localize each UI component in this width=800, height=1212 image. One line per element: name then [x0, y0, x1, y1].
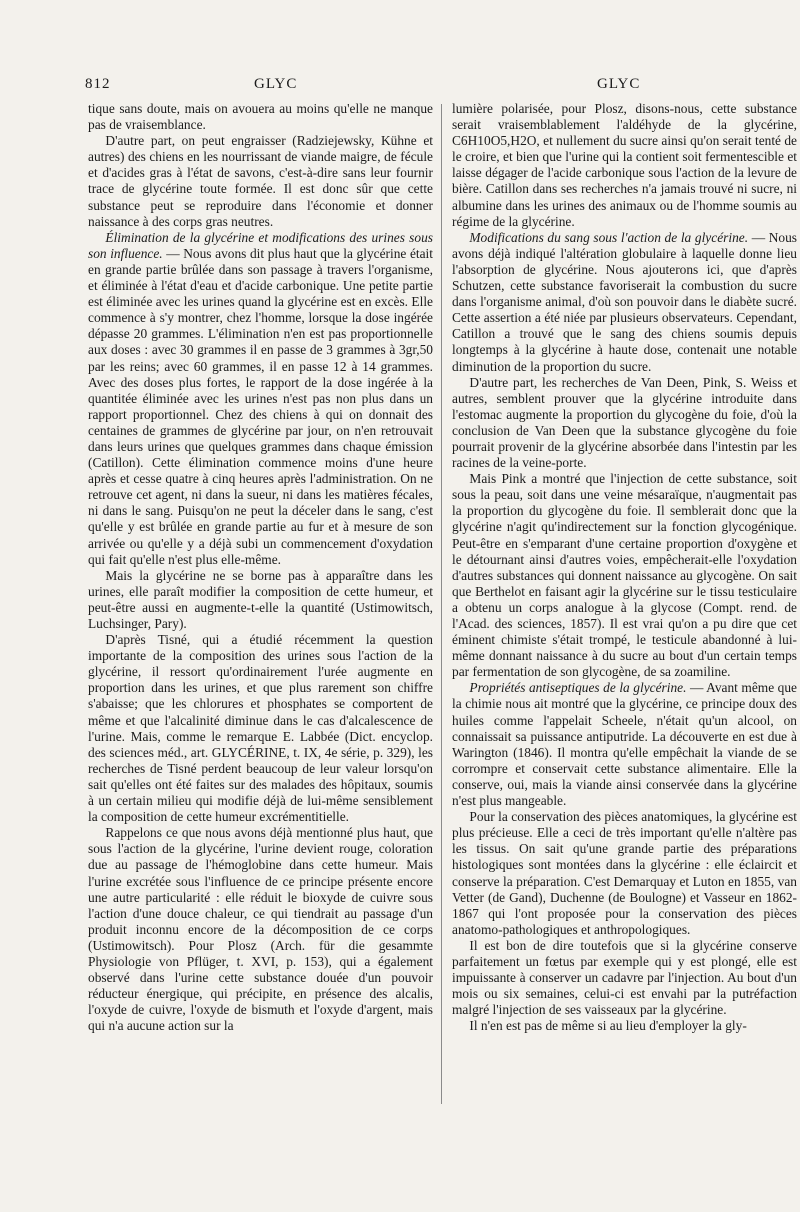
section-body: — Avant même que la chimie nous ait montré que la glycérine, ce principe doux des huiles comme l'appelait Scheele, n'était qu'un alcool, on connaissait sa puissance antiputride. La découverte en est due à Warington (1846). Il montra qu'elle empêchait la viande de se corrompre et conservait cette substance alimentaire. Elle la conserve, oui, mais la viande ainsi conservée dans la glycérine n'est plus mangeable. — [452, 680, 798, 809]
section-title: Propriétés antiseptiques de la glycérine. — [469, 680, 687, 696]
section-title: Modifications du sang sous l'action de la glycérine. — [469, 229, 749, 245]
right-column — [452, 101, 797, 1034]
section-paragraph — [88, 230, 433, 568]
section-paragraph — [452, 230, 797, 375]
running-head-right: GLYC — [597, 76, 641, 92]
paragraph: Il n'en est pas de même si au lieu d'employer la gly- — [469, 1018, 747, 1034]
running-head-left: GLYC — [254, 76, 298, 92]
left-column — [88, 101, 433, 1034]
paragraph: lumière polarisée, pour Plosz, disons-nous, cette substance serait vraisemblablement l'aldéhyde de la glycérine, C6H10O5,H2O, et nullement du sucre ainsi qu'on serait tenté de le croire, et bien que l'urine qui la contient soit fermentescible et laisse dégager de l'acide carbonique sous l'action de la levure de bière. Catillon dans ses recherches n'a jamais trouvé ni sucre, ni albumine dans les urines des animaux ou de l'homme soumis au régime de la glycérine. — [452, 101, 797, 229]
page-number: 812 — [85, 76, 111, 92]
paragraph: tique sans doute, mais on avouera au moins qu'elle ne manque pas de vraisemblance. — [88, 101, 433, 133]
paragraph: D'autre part, les recherches de Van Deen, Pink, S. Weiss et autres, semblent prouver que la glycérine introduite dans l'estomac augmente la proportion du glycogène du foie, d'où la conclusion de Van Deen que la substance glycogène du foie pourrait provenir de la glycérine absorbée dans l'intestin par les racines de la veine-porte. — [452, 374, 797, 471]
paragraph: Mais la glycérine ne se borne pas à apparaître dans les urines, elle paraît modifier la composition de cette humeur, et peut-être aussi en augmente-t-elle la quantité (Ustimowitsch, Luchsinger, Pary). — [88, 567, 433, 631]
section-body: — Nous avons dit plus haut que la glycérine était en grande partie brûlée dans son passage à travers l'organisme, et éliminée à l'état d'eau et d'acide carbonique. Une petite partie est éliminée avec les urines quand la glycérine est en excès. Elle commence à s'y montrer, chez l'homme, lorsque la dose ingérée dépasse 20 grammes. L'élimination n'en est pas proportionnelle aux doses : avec 30 grammes il en passe de 3 grammes à 3gr,50 par les reins; avec 60 grammes, il en passe 12 à 14 grammes. Avec des doses plus fortes, le rapport de la dose ingérée à la quantitée éliminée avec les urines n'est pas non plus dans un rapport proportionnel. Chez des chiens à qui on donnait des centaines de grammes de glycérine par jour, on n'en retrouvait dans leurs urines que quelques grammes dans chaque émission (Catillon). Cette élimination commence moins d'une heure après et cesse quatre à cinq heures après l'administration. On ne retrouve cet agent, ni dans la sueur, ni dans les matières fécales, ni dans le sang. Puisqu'on ne peut la déceler dans le sang, c'est qu'elle y est brûlée en grande partie au fur et à mesure de son arrivée ou qu'elle y a déjà subi un commencement d'oxydation qui fait qu'elle n'est plus elle-même. — [88, 245, 433, 567]
column-divider — [441, 104, 442, 1104]
paragraph: D'après Tisné, qui a étudié récemment la question importante de la composition des urines sous l'action de la glycérine, il ressort qu'ordinairement l'urée augmente en proportion dans les urines, et que plus rarement son chiffre s'abaisse; que les chlorures et phosphates se comportent de même et que l'alcalinité diminue dans le cas d'alcalescence de l'urine. Mais, comme le remarque E. Labbée (Dict. encyclop. des sciences méd., art. GLYCÉRINE, t. IX, 4e série, p. 329), les recherches de Tisné perdent beaucoup de leur valeur lorsqu'on sait qu'elles ont été faites sur des malades des hôpitaux, soumis à un certain milieu qui modifie déjà de lui-même sensiblement la composition de cette humeur excrémentitielle. — [88, 632, 433, 825]
paragraph: Il est bon de dire toutefois que si la glycérine conserve parfaitement un fœtus par exemple qui y est plongé, elle est impuissante à conserver un cadavre par l'injection. Au bout d'un mois ou six semaines, celui-ci est envahi par la putréfaction malgré l'injection de ses vaisseaux par la glycérine. — [452, 937, 797, 1018]
paragraph: Mais Pink a montré que l'injection de cette substance, soit sous la peau, soit dans une veine mésaraïque, n'augmentait pas la proportion du glycogène du foie. Il semblerait donc que la glycérine n'agit qu'indirectement sur la fonction glycogénique. Peut-être en s'emparant d'une certaine proportion d'oxygène et le détournant ainsi d'autres voies, empêcherait-elle l'oxydation d'autres substances qui donnent naissance au glycogène. On sait que Berthelot en faisant agir la glycérine sur le tissu testiculaire a obtenu un corps analogue à la glycose (Compt. rend. de l'Acad. des sciences, 1857). Il est vrai qu'on a pu dire que cet éminent chimiste s'était trompé, le testicule abandonné à lui-même donnant naissance à du sucre au bout d'un certain temps par fermentation de son glycogène, de sa zoamiline. — [452, 471, 797, 680]
paragraph: Rappelons ce que nous avons déjà mentionné plus haut, que sous l'action de la glycérine, l'urine devient rouge, coloration due au passage de l'hémoglobine dans cette humeur. Mais l'urine excrétée sous l'influence de ce principe présente encore une autre particularité : elle réduit le bioxyde de cuivre sous l'action d'une douce chaleur, ce qui tiendrait au passage d'un produit inconnu encore de la décomposition de ce corps (Ustimowitsch). Pour Plosz (Arch. für die gesammte Physiologie von Pflüger, t. XVI, p. 153), qui a également observé dans l'urine cette substance douée d'un pouvoir réducteur énergique, qui précipite, en présence des alcalis, l'oxyde de cuivre, l'oxyde de bismuth et l'oxyde d'argent, mais qui n'a aucune action sur la — [88, 825, 433, 1034]
section-body: — Nous avons déjà indiqué l'altération globulaire à laquelle donne lieu l'absorption de glycérine. Nous ajouterons ici, que d'après Schutzen, cette substance favoriserait la combustion du sucre dans l'organisme animal, d'où son pouvoir dans le diabète sucré. Cette assertion a été niée par plusieurs observateurs. Cependant, Catillon a trouvé que le sang des chiens soumis depuis longtemps à la glycérine à haute dose, contenait une notable diminution de la proportion du sucre. — [452, 229, 798, 374]
paragraph: D'autre part, on peut engraisser (Radziejewsky, Kühne et autres) des chiens en les nourrissant de viande maigre, de fécule et d'acides gras à l'état de savons, c'est-à-dire sans leur fournir trace de glycérine toute formée. Il est donc sûr que cette substance peut se reproduire dans l'économie et donner naissance à des corps gras neutres. — [88, 133, 433, 229]
section-paragraph — [452, 680, 797, 809]
paragraph: Pour la conservation des pièces anatomiques, la glycérine est plus précieuse. Elle a ceci de très important qu'elle n'altère pas les tissus. On sait qu'une grande partie des préparations histologiques sont montées dans la glycérine : elle éclaircit et conserve la préparation. C'est Demarquay et Luton en 1855, van Vetter (de Gand), Duchenne (de Boulogne) et Vasseur en 1862-1867 qui l'ont proposée pour la conservation des pièces anatomo-pathologiques et anthropologiques. — [452, 809, 797, 937]
section-title: Élimination de la glycérine et modifications des urines sous son influence. — [88, 229, 433, 261]
